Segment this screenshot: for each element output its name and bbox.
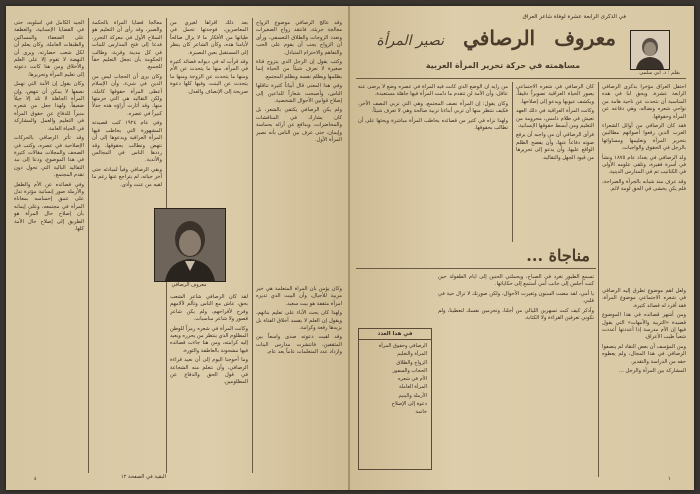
right-colc-para: من رأيه أن الوضع الذي كانت فيه المرأة في عصره وضع لا يرضى عنه عاقل، وأن الأمة لن تتقدم ما دامت المرأة فيها جاهلة مستعبدة. <box>358 84 508 98</box>
left-col4-lower-para: ولهذا كان يحث الآباء على تعليم بناتهم، ويقول إن العلم لا يفسد أخلاق الفتاة بل يزيدها رفعة وكرامة. <box>256 310 342 332</box>
contents-box-title: في هذا العدد <box>359 329 431 340</box>
left-col3-lower-para: وما أحوجنا اليوم إلى أن نعيد قراءة الرصافي، وأن نتعلم منه الشجاعة في قول الحق والدفاع عن المظلومين. <box>170 357 248 386</box>
left-col2-para: وفي عام ١٩٢٤ كتب قصيدته المشهورة التي يخاطب فيها المرأة العراقية ويدعوها إلى أن تنهض وتطالب بحقوقها، وقد رددها الناس في المجالس والأندية. <box>92 120 162 164</box>
right-cole-para: المشاركة بين المرأة والرجل ... <box>618 368 686 375</box>
left-col4-para: وقد عالج الرصافي موضوع الزواج معالجة جريئة، فانتقد زواج الصغيرات وتعدد الزوجات والطلاق التعسفي، ورأى أن الزواج يجب أن يقوم على الحب والتفاهم والاحترام المتبادل. <box>256 20 342 56</box>
contents-item: الحجاب والسفور <box>392 367 427 374</box>
masthead-script: نصير المرأة <box>376 33 445 49</box>
left-col4-para: وفي هذا المعنى قال أبياتاً كثيرة تناقلها الناس، وأصبحت شعاراً للداعين إلى إصلاح قوانين الأحوال الشخصية. <box>256 83 342 105</box>
left-col1-para: وفي قصائده عن الأم والطفل والأرملة صور إنسانية مؤثرة تدل على عمق إحساسه بمعاناة المرأة في مجتمعه، وعلى إيمانه بأن إصلاح حال المرأة هو الطريق إلى إصلاح حال الأمة كلها. <box>14 181 84 232</box>
right-page-number: ١ <box>668 476 671 482</box>
left-col-3 <box>170 20 248 200</box>
contents-item: الأم في شعره <box>397 376 427 383</box>
contents-item: خاتمة <box>415 409 427 416</box>
left-col2-para: وكان يرى أن الحجاب ليس من الدين في شيء، وأن الإسلام أعطى المرأة حقوقها كاملة، ولكن التقاليد هي التي حرمتها منها. وقد أثارت آراؤه هذه جدلاً كبيراً في عصره. <box>92 73 162 117</box>
right-cola-para: وقد عرف منذ شبابه بالجرأة والصراحة، فلم يكن يخشى في الحق لومة لائم. <box>602 178 686 193</box>
photo-caption: معروف الرصافي <box>171 282 207 288</box>
left-col1-para: وكان يقول إن الأمة التي تهمل نصفها لا يمكن أن تنهض، وإن المرأة الجاهلة لا تلد إلا جيلاً ضعيفاً. ولهذا جعل من شعره منبراً للدفاع عن حقوق المرأة في التعليم والعمل والمشاركة في الحياة العامة. <box>14 81 84 132</box>
right-cola-para: ولد الرصافي في بغداد عام ١٨٧٥ ونشأ في أسرة فقيرة، وتلقى علومه الأولى في الكتاتيب ثم في المدارس الدينية. <box>602 154 686 176</box>
right-cold-para: يا أمي، لقد مضت السنون وتغيرت الأحوال، ولكن صورتك لا تزال حية في قلبي. <box>438 290 594 305</box>
right-cold-para: وأذكر كيف كنت تسهرين الليالي من أجلنا، وتحرمين نفسك لتعطينا، ولم تكوني تعرفين القراءة ولا الكتابة. <box>438 307 594 322</box>
left-col1-para: الجيد الكامل في أسلوبه، حتى في القضايا الإنسانية، والعطفة على الضعفاء والمساكين والطبقات العاملة. وكان يعلم أن لكل شعب حضارته، ويرى أن النهضة لا تقوم إلا على العلم والأخلاق ومن هنا كانت دعوته إلى تعليم المرأة وتحريرها. <box>14 20 84 78</box>
contents-item: المرأة والتعليم <box>397 351 427 358</box>
contents-box <box>358 328 432 470</box>
left-col1-para: وقد تأثر الرصافي بالحركات الإصلاحية في عصره، وكتب في الصحف والمجلات مقالات كثيرة في هذا الموضوع، ودعا إلى نبذ التقاليد البالية التي تحول دون تقدم المجتمع. <box>14 135 84 179</box>
article-subtitle: مساهمته في حركة تحرير المرأة العربية <box>425 61 581 70</box>
contents-item: الأرملة واليتيم <box>398 392 427 399</box>
right-colb-para: وكانت المرأة العراقية في ذلك العهد تعيش في ظلام دامس، محرومة من التعليم ومن أبسط حقوقها الإنسانية. <box>516 108 594 130</box>
left-col4-para: ولم يكن الرصافي يكتفي بالشعر، بل كان يشارك في المناقشات والمحاضرات، ويدافع عن آرائه بحماسة وإيمان، حتى عرف بين الناس بأنه نصير المرأة الأول. <box>256 107 342 144</box>
left-col-4-lower <box>256 286 342 456</box>
left-col4-para: وكتب يقول إن الرجل الذي يتزوج فتاة صغيرة لا تعرف شيئاً من الحياة إنما يظلمها ويظلم نفسه ويظلم المجتمع. <box>256 59 342 80</box>
masthead-name <box>356 26 616 56</box>
section-title-munajat: مناجاة ... <box>526 246 590 265</box>
right-cole-para: ومن أشهر قصائده في هذا الموضوع قصيدة «التربية والأمهات» التي يقول فيها إن الأم مدرسة إذا أعددتها أعددت شعباً طيب الأعراق. <box>602 312 686 341</box>
left-col4-lower-para: وقد لقيت دعوته صدى واسعاً بين المثقفين، فانتشرت مدارس البنات وازداد عدد المتعلمات عاماً بعد عام. <box>256 334 342 356</box>
left-col3-lower-para: وكانت المرأة في شعره رمزاً للوطن المظلوم الذي ينتظر من يحرره ويعيد إليه كرامته، ومن هنا جاءت قصائده فيها مشحونة بالعاطفة والثورة. <box>170 325 248 354</box>
masthead-first-name: معروف <box>554 26 616 50</box>
contents-item: الرصافي وحقوق المرأة <box>378 343 427 349</box>
right-colc-para: ولهذا نراه في كثير من قصائده يخاطب المرأة مباشرة ويحثها على أن تطالب بحقوقها. <box>358 117 508 132</box>
left-col-1 <box>14 20 84 470</box>
contents-item: الزواج والطلاق <box>396 359 427 366</box>
author-photo <box>630 30 670 70</box>
contents-item: دعوة إلى الإصلاح <box>391 401 427 408</box>
right-colc-para: وكان يقول: إن المرأة نصف المجتمع، وهي التي تربي النصف الآخر، فكيف ننتظر منها أن تربي أبناءنا تربية صالحة وهي لا تعرف شيئاً. <box>358 100 508 115</box>
contents-list <box>359 340 431 419</box>
newspaper-spread <box>6 6 694 490</box>
right-cold-para: تسمع الطيور تغرد في الصباح، ويحملني الحنين إلى أيام الطفولة حين كنت أجلس إلى جانب أمي أستمع إلى حكاياتها. <box>438 274 594 288</box>
section-rule <box>356 268 596 269</box>
column-rule <box>598 82 599 477</box>
right-col-e <box>602 288 686 470</box>
left-col-4 <box>256 20 342 280</box>
left-col2-para: وبقي الرصافي وفياً لمبادئه حتى آخر حياته، لم يتراجع عنها رغم ما لقيه من عنت وأذى. <box>92 166 162 188</box>
portrait-image <box>155 209 225 281</box>
column-rule <box>512 82 513 242</box>
left-page <box>6 6 350 490</box>
right-col-b <box>516 84 594 234</box>
left-col4-lower-para: وكان يؤمن بأن المرأة المتعلمة هي خير مربية للأجيال، وأن البيت الذي تديره امرأة مثقفة هو بيت سعيد. <box>256 286 342 307</box>
column-rule <box>252 18 253 473</box>
left-page-number: ٤ <box>34 476 37 482</box>
column-rule <box>88 18 89 473</box>
right-page <box>350 6 694 490</box>
continuation-note: البقية في الصفحة ١٢ <box>120 474 166 480</box>
top-note: في الذكرى الرابعة عشرة لوفاة شاعر العراق <box>522 14 626 20</box>
left-col3-para: بعد ذلك أقرأها لغيري من المعاصرين، فوجدتها تحمل في طياتها من الأفكار ما لا يزال صالحاً لأيامنا هذه، وكأن الشاعر كان ينظر إلى المستقبل بعين البصيرة. <box>170 20 248 56</box>
right-col-a <box>602 84 686 284</box>
right-cola-para: فقد كان الرصافي من أوائل الشعراء العرب الذين رفعوا أصواتهم مطالبين بتحرير المرأة وتعليمها ومساواتها بالرجل في الحقوق والواجبات. <box>602 123 686 152</box>
contents-item: المرأة العاملة <box>398 384 427 391</box>
masthead-last-name: الرصافي <box>463 26 536 50</box>
right-cole-para: ومن المؤسف أن بعض النقاد لم ينصفوا الرصافي في هذا المجال، ولم يعطوه حقه من الدراسة والتقدير. <box>602 343 686 365</box>
right-colb-para: فرأى الرصافي أن من واجبه أن يرفع صوته دفاعاً عنها، وأن يفضح الظلم الواقع عليها، وأن يدعو إلى تحريرها من قيود الجهل والتقاليد. <box>516 132 594 161</box>
left-col2-para: معالجاً قضايا المرأة بالحكمة والصبر، وقد رأى أن التعليم هو السلاح الأول في معركة التحرر. فدعا إلى فتح المدارس للبنات في كل مدينة وقرية، وطالب الحكومة بأن تجعل التعليم حقاً للجميع. <box>92 20 162 71</box>
right-col-c <box>358 84 508 234</box>
header-rule <box>356 78 686 79</box>
right-cola-para: احتفل العراق مؤخراً بذكرى الرصافي الرابعة عشرة، ويحق لنا في هذه المناسبة أن نتحدث عن ناحية هامة من نواحي شعره ونضاله، وهي دفاعه عن المرأة وحقوقها. <box>602 84 686 120</box>
right-cole-para: ولعل أهم موضوع تطرق إليه الرصافي في شعره الاجتماعي موضوع المرأة، فقد أفرد له قصائد كثيرة. <box>602 288 686 309</box>
left-col3-lower-para: لقد كان الرصافي شاعر الشعب بحق، عاش مع الناس وتألم لآلامهم وفرح لأفراحهم، ولم يكن شاعر قصور ولا شاعر مناسبات. <box>170 294 248 323</box>
rusafi-portrait-photo <box>154 208 226 282</box>
left-col-3-lower <box>170 294 248 470</box>
author-byline: بقلم : د. أبي سلمى <box>639 70 680 76</box>
author-image <box>631 31 669 69</box>
right-colb-para: كان الرصافي في شعره الاجتماعي يصور الحياة العراقية تصويراً دقيقاً، ويكشف عيوبها ويدعو إلى إصلاحها. <box>516 84 594 105</box>
left-col3-para: وقد قرأت له في ديوانه قصائد كثيرة في المرأة، منها ما يتحدث عن الأم ومنها ما يتحدث عن الزوجة ومنها ما يتحدث عن البنت، وفيها كلها دعوة صريحة إلى الإنصاف والعدل. <box>170 59 248 95</box>
left-col-2 <box>92 20 162 470</box>
right-col-d <box>438 274 594 474</box>
